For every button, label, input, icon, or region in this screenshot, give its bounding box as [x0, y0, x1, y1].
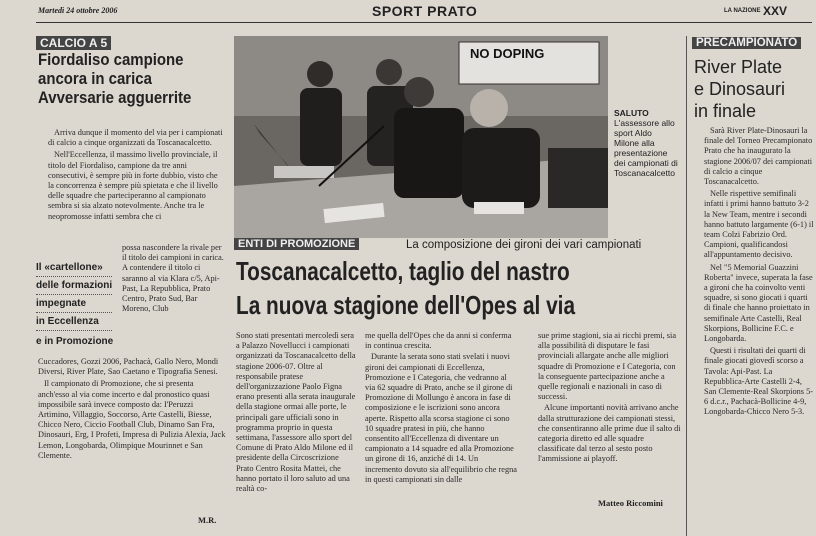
center-column-1	[236, 331, 356, 495]
left-paragraph: possa nascondere la rivale per il titolo dei campioni in carica. A contendere il titolo ci saranno al via Klara c/5, Api-Past, La Repubblica, Prato Centro, Prato Sud, Bar Moreno, Club	[122, 243, 224, 314]
sidebox-rule	[36, 312, 112, 313]
photo-caption	[614, 108, 678, 178]
press-photo-image	[234, 36, 608, 238]
sidebox-rule	[36, 294, 112, 295]
left-body-mid	[122, 243, 224, 316]
right-paragraph: Questi i risultati dei quarti di finale giocati giovedì scorso a Tavola: Api-Past. La Repubblica-Arte Castelli 2-4, San Clemente-Real Skorpions 5-6 d.c.r., Pachacà-Bollicine 4-9, Longobarda-Chicco Nero 5-3.	[704, 346, 813, 417]
right-paragraph: Sarà River Plate-Dinosauri la finale del Torneo Precampionato Prato che ha inaugurato la stagione 2006/07 dei campionati di calcio a cinque Toscanacalcetto.	[704, 126, 813, 187]
center-headline	[236, 254, 604, 322]
left-headline-line-2: ancora in carica	[38, 69, 152, 88]
center-paragraph: Alcune importanti novità arrivano anche dalla strutturazione dei campionati stessi, che consentiranno alle prime due il salto di categoria diretto ed alle squadre classificate dal terzo al sesto posto l'ammissione ai playoff.	[538, 403, 681, 464]
sidebox-line: Il «cartellone»	[36, 262, 103, 273]
precampionato-kicker: PRECAMPIONATO	[692, 37, 801, 49]
enti-kicker: ENTI DI PROMOZIONE	[234, 238, 359, 250]
sidebox-rule	[36, 330, 112, 331]
left-signature: M.R.	[198, 515, 217, 525]
left-headline	[38, 50, 240, 107]
center-paragraph: Durante la serata sono stati svelati i nuovi gironi dei campionati di Eccellenza, Promozione e I Categoria, che vedranno al via 62 squadre di Prato, anche se il girone di Promozione di Mollungo è ancora in fase di composizione e le iscrizioni sono ancora aperte. Rispetto alla scorsa stagione ci sono 10 squadre pratesi in più, che hanno consentito all'Eccellenza di diventare un campionato a 14 squadre ed alla Promozione un girone di 16, anziché di 14. Un incremento dovuto sia all'equilibrio che regna in questi campionati sin dalle	[365, 352, 517, 484]
right-headline-line-1: River Plate	[694, 57, 783, 77]
center-column-2	[365, 331, 517, 486]
right-paragraph: Nel "5 Memorial Guazzini Roberta" invece, superata la fase a gironi che ha coinvolto venti squadre, si sono giocati i quarti di finale che hanno proiettato in semifinale Arte Castelli, Real Skorpions, Bollicine F.C. e Longobarda.	[704, 262, 813, 344]
svg-text:NO DOPING: NO DOPING	[470, 46, 545, 61]
sidebox-line: impegnate	[36, 298, 87, 309]
left-headline-line-3: Avversarie agguerrite	[38, 88, 192, 107]
sidebox-line: delle formazioni	[36, 280, 113, 291]
issue-date: Martedì 24 ottobre 2006	[38, 6, 118, 15]
left-paragraph: Nell'Eccellenza, il massimo livello provinciale, il titolo del Fiordaliso, campione da tre anni consecutivi, è sempre più in forte dubbio, visto che la concorrenza è sempre più spietata e che il livello delle squadre che parteciperanno al campionato sembra si sia alzato notevolmente. Anche tra le neopromosse infatti sembra che ci	[48, 150, 218, 221]
center-signature: Matteo Riccomini	[598, 498, 663, 508]
center-paragraph: Sono stati presentati mercoledì sera a Palazzo Novellucci i campionati organizzati da Toscanacalcetto della stagione 2006-07. Oltre al responsabile pratese dell'organizzazione Paolo Figna erano presenti alla serata inaugurale della stagione ormai alle porte, le principali gare ufficiali sono in programma proprio in questa settimana, l'assessore allo sport del Comune di Prato Aldo Milone ed il presidente della Circoscrizione Prato Centro Rosita Mattei, che hanno portato il loro saluto ad una realtà co-	[236, 331, 356, 494]
sidebox-line: in Eccellenza	[36, 316, 99, 327]
page-number: XXV	[763, 4, 788, 18]
sidebox-line: e in Promozione	[36, 336, 114, 347]
center-headline-line-2: La nuova stagione dell'Opes al via	[236, 290, 576, 320]
center-column-3	[538, 331, 682, 466]
column-rule	[686, 36, 687, 536]
left-body-top	[48, 128, 223, 224]
right-headline	[694, 56, 785, 122]
right-headline-line-3: in finale	[694, 101, 757, 121]
sidebox-rule	[36, 276, 112, 277]
left-paragraph: Arriva dunque il momento del via per i campionati di calcio a cinque organizzati da Toscanacalcetto.	[48, 128, 223, 148]
masthead-rule	[36, 22, 812, 23]
left-paragraph: Il campionato di Promozione, che si presenta anch'esso al via come incerto e dal pronostico quasi impossibile sarà invece composto da: I'Peruzzi Artimino, Villaggio, Soccorso, Arte Castelli, Biesse, Chicco Nero, Ciccio Football Club, Dinamo San Fra, Dinosauri, Erg, I Profeti, Impresa di Pulizia Alexia, Jack Lemon, Longobarda, Olimpique Mourinnet e San Clemente.	[38, 379, 226, 460]
newspaper-name: LA NAZIONE	[724, 8, 761, 14]
right-body	[704, 126, 814, 420]
left-body-bottom	[38, 357, 226, 463]
center-paragraph: sue prime stagioni, sia ai ricchi premi, sia alla possibilità di disputare le fasi provinciali allargate anche alle migliori squadre di Promozione e I Categoria, con la conseguente partecipazione anche a quelle regionali e nazionali in caso di successi.	[538, 331, 677, 402]
center-headline-line-1: Toscanacalcetto, taglio del nastro	[236, 256, 570, 286]
photo-caption-text: L'assessore allo sport Aldo Milone alla presentazione dei campionati di Toscanacalcetto	[614, 118, 678, 178]
photo-caption-title: SALUTO	[614, 108, 649, 118]
enti-subkicker: La composizione dei gironi dei vari campionati	[406, 239, 642, 251]
left-paragraph: Cuccadores, Gozzi 2006, Pachacà, Gallo Nero, Mondi Diversi, River Plate, Sao Caetano e Tipografia Senesi.	[38, 357, 219, 377]
left-headline-line-1: Fiordaliso campione	[38, 50, 184, 69]
section-title: SPORT PRATO	[372, 3, 478, 19]
press-photo	[234, 36, 608, 238]
center-paragraph: me quella dell'Opes che da anni si conferma in continua crescita.	[365, 331, 512, 351]
calcio-kicker: CALCIO A 5	[36, 36, 111, 50]
right-paragraph: Nelle rispettive semifinali infatti i primi hanno battuto 3-2 la New Team, mentre i secondi hanno battuto largamente (6-1) il team Colzi Fabrizio Ord. Campioni, qualificandosi all'appuntamento decisivo.	[704, 189, 814, 260]
right-headline-line-2: e Dinosauri	[694, 79, 786, 99]
